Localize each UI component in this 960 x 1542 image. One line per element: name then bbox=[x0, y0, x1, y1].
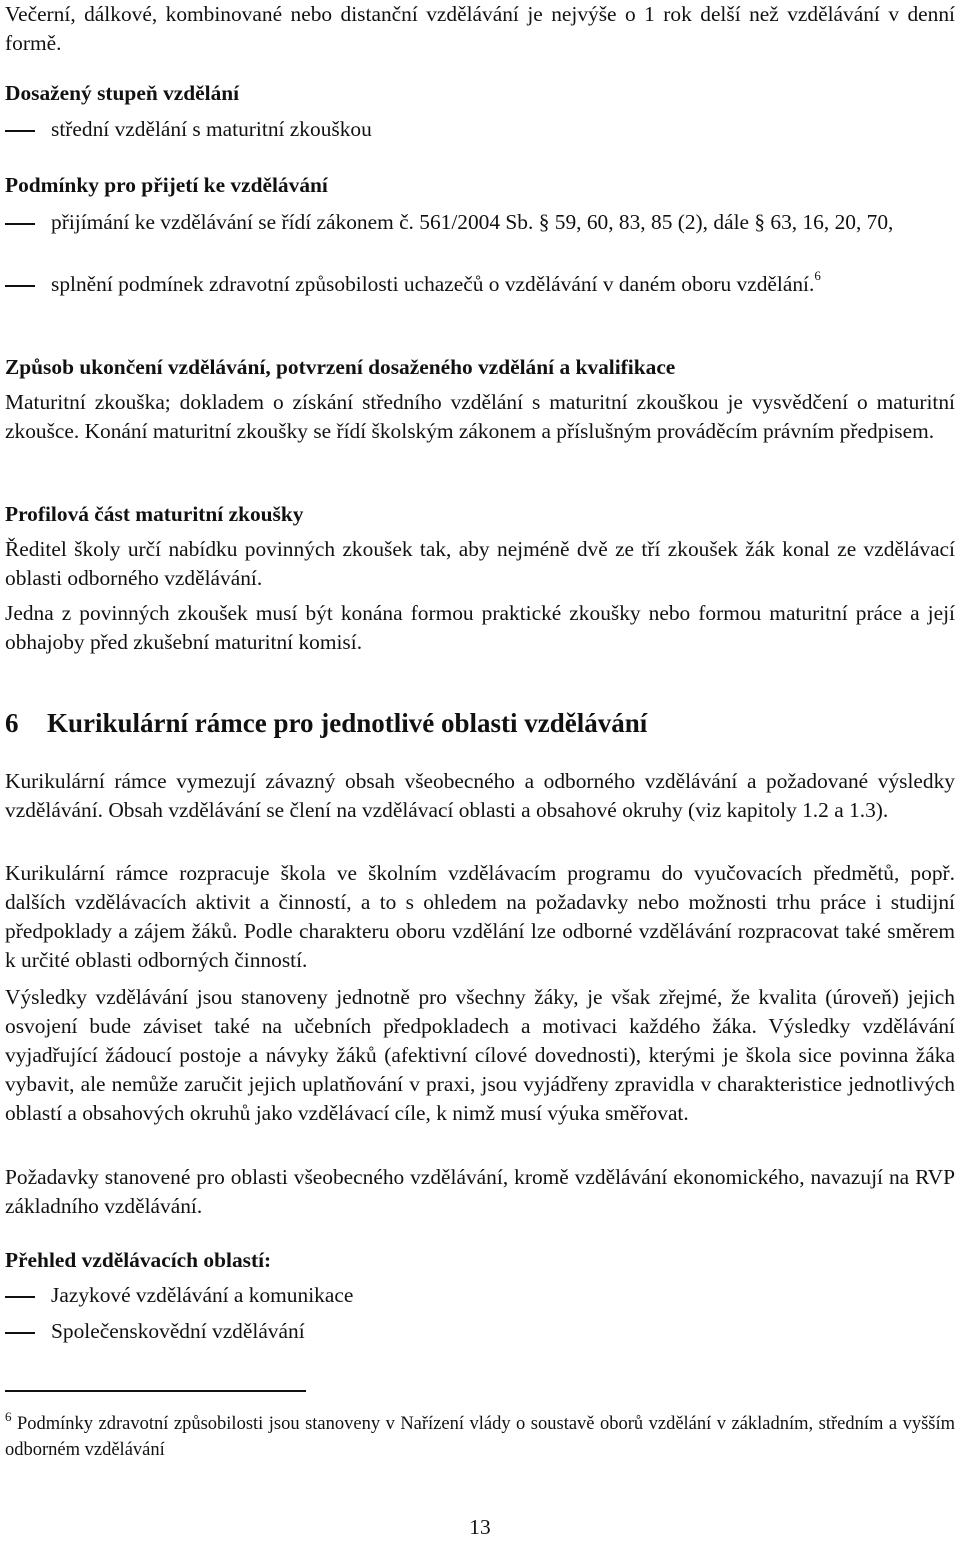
overview-list-item-1: Jazykové vzdělávání a komunikace bbox=[51, 1283, 354, 1307]
degree-heading: Dosažený stupeň vzdělání bbox=[5, 81, 240, 105]
profile-paragraph-2: Jedna z povinných zkoušek musí být konána formou praktické zkoušky nebo formou maturitní práce a její obhajoby před zkušební maturitní komisí. bbox=[5, 601, 955, 654]
chapter-paragraph-1: Kurikulární rámce vymezují závazný obsah všeobecného a odborného vzdělávání a požadované výsledky vzdělávání. Obsah vzdělávání se člení na vzdělávací oblasti a obsahové okruhy (viz kapitoly 1.2 a 1.3). bbox=[5, 769, 955, 822]
completion-heading: Způsob ukončení vzdělávání, potvrzení dosaženého vzdělání a kvalifikace bbox=[5, 355, 676, 379]
footnote-reference[interactable]: 6 bbox=[814, 268, 821, 283]
page-number: 13 bbox=[469, 1515, 491, 1539]
intro-paragraph: Večerní, dálkové, kombinované nebo distanční vzdělávání je nejvýše o 1 rok delší než vzdělávání v denní formě. bbox=[5, 2, 955, 55]
chapter-paragraph-3: Výsledky vzdělávání jsou stanoveny jednotně pro všechny žáky, je však zřejmé, že kvalita (úroveň) jejich osvojení bude záviset také na učebních předpokladech a motivaci každého žáka. Výsledky vzdělávání vyjadřující žádoucí postoje a návyky žáků (afektivní cílové dovednosti), kterými je škola sice povinna žáka vybavit, ale nemůže zaručit jejich uplatňování v praxi, jsou vyjádřeny zpravidla v charakteristice jednotlivých oblastí a obsahových okruhů jako vzdělávací cíle, k nimž musí výuka směřovat. bbox=[5, 985, 955, 1125]
completion-paragraph: Maturitní zkouška; dokladem o získání středního vzdělání s maturitní zkouškou je vysvědčení o maturitní zkoušce. Konání maturitní zkoušky se řídí školským zákonem a příslušným prováděcím právním předpisem. bbox=[5, 390, 955, 443]
admission-list-item-1: přijímání ke vzdělávání se řídí zákonem č. 561/2004 Sb. § 59, 60, 83, 85 (2), dále § 63, 16, 20, 70, bbox=[51, 210, 894, 234]
footnote-separator bbox=[5, 1390, 306, 1392]
admission-list-item-2: splnění podmínek zdravotní způsobilosti uchazečů o vzdělávání v daném oboru vzdělání.$^6$ bbox=[51, 268, 821, 296]
overview-heading: Přehled vzdělávacích oblastí: bbox=[5, 1248, 272, 1272]
overview-list-item-2: Společenskovědní vzdělávání bbox=[51, 1319, 305, 1343]
chapter-number: 6 bbox=[5, 708, 19, 738]
chapter-paragraph-4: Požadavky stanovené pro oblasti všeobecného vzdělávání, kromě vzdělávání ekonomického, navazují na RVP základního vzdělávání. bbox=[5, 1165, 955, 1218]
degree-list-item: střední vzdělání s maturitní zkouškou bbox=[51, 117, 372, 141]
footnote-number: 6 bbox=[5, 1409, 12, 1424]
footnote: $^6$ Podmínky zdravotní způsobilosti jsou stanoveny v Nařízení vlády o soustavě oborů vzdělání v základním, středním a vyšším odborném vzdělávání bbox=[5, 1409, 955, 1460]
admission-heading: Podmínky pro přijetí ke vzdělávání bbox=[5, 173, 328, 197]
chapter-paragraph-2: Kurikulární rámce rozpracuje škola ve školním vzdělávacím programu do vyučovacích předmětů, popř. dalších vzdělávacích aktivit a činností, a to s ohledem na požadavky nebo možnosti trhu práce i studijní předpoklady a zájem žáků. Podle charakteru oboru vzdělání lze odborné vzdělávání rozpracovat také směrem k určité oblasti odborných činností. bbox=[5, 861, 955, 972]
chapter-title: 6 Kurikulární rámce pro jednotlivé oblasti vzdělávání bbox=[5, 708, 648, 738]
profile-paragraph-1: Ředitel školy určí nabídku povinných zkoušek tak, aby nejméně dvě ze tří zkoušek žák konal ze vzdělávací oblasti odborného vzdělávání. bbox=[5, 537, 955, 590]
profile-heading: Profilová část maturitní zkoušky bbox=[5, 502, 304, 526]
